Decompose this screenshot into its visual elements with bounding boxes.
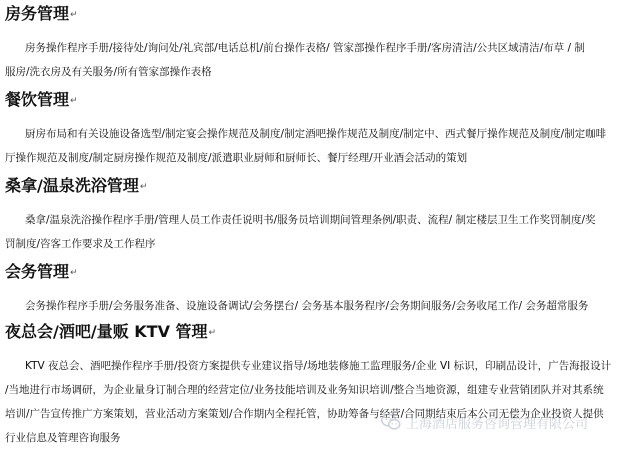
body-line: 行业信息及管理咨询服务 — [5, 432, 121, 444]
section-body — [5, 36, 633, 84]
section-heading — [5, 322, 216, 343]
section-heading — [5, 176, 147, 197]
paragraph-mark: ↵ — [70, 267, 78, 278]
body-line: 培训/广告宣传推广方案策划，营业活动方案策划/合作期内全程托管，协助筹备与经营/合同期结束后本公司无偿为企业投资人提供 — [5, 408, 604, 420]
body-line: 服房/洗衣房及有关服务/所有管家部操作表格 — [5, 66, 212, 78]
paragraph-mark: ↵ — [139, 181, 148, 192]
section-body — [5, 208, 633, 256]
body-line: 房务操作程序手册/接待处/询问处/礼宾部/电话总机/前台操作表格/ 管家部操作程序手册/客房清洁/公共区域清洁/布草 / 制 — [25, 42, 585, 54]
body-line: 厨房布局和有关设施设备选型/制定宴会操作规范及制度/制定酒吧操作规范及制度/制定中、西式餐厅操作规范及制度/制定咖啡 — [25, 128, 607, 140]
section-heading-text: 餐饮管理 — [5, 90, 70, 109]
paragraph-mark: ↵ — [70, 95, 78, 106]
paragraph-mark: ↵ — [70, 9, 78, 20]
body-line: 厅操作规范及制度/制定厨房操作规范及制度/派遣职业厨师和厨师长、餐厅经理/开业酒会活动的策划 — [5, 152, 468, 164]
body-line: 桑拿/温泉洗浴操作程序手册/管理人员工作责任说明书/服务员培训期间管理条例/职责、流程/ 制定楼层卫生工作奖罚制度/奖 — [25, 214, 596, 226]
paragraph-mark: ↵ — [208, 327, 217, 338]
body-line: KTV 夜总会、酒吧操作程序手册/投资方案提供专业建议指导/场地装修施工监理服务/企业 VI 标识，印刷品设计，广告海报设计 — [25, 360, 612, 372]
section-heading-text: 桑拿/温泉洗浴管理 — [5, 176, 139, 195]
section-body — [5, 294, 633, 318]
section-heading — [5, 262, 78, 283]
watermark-text: 上海酒店服务咨询管理有限公司 — [406, 416, 589, 432]
section-heading — [5, 4, 78, 25]
section-body — [5, 122, 633, 170]
body-line: 罚制度/咨客工作要求及工作程序 — [5, 238, 156, 250]
section-heading-text: 会务管理 — [5, 262, 70, 281]
section-heading — [5, 90, 78, 111]
body-line: 会务操作程序手册/会务服务准备、设施设备调试/会务摆台/ 会务基本服务程序/会务期间服务/会务收尾工作/ 会务超常服务 — [25, 300, 589, 312]
section-heading-text: 夜总会/酒吧/量贩 KTV 管理 — [5, 322, 208, 341]
body-line: /当地进行市场调研，为企业量身订制合理的经营定位/业务技能培训及业务知识培训/整合当地资源，组建专业营销团队并对其系统 — [5, 384, 604, 396]
section-heading-text: 房务管理 — [5, 4, 70, 23]
section-body — [5, 354, 633, 450]
